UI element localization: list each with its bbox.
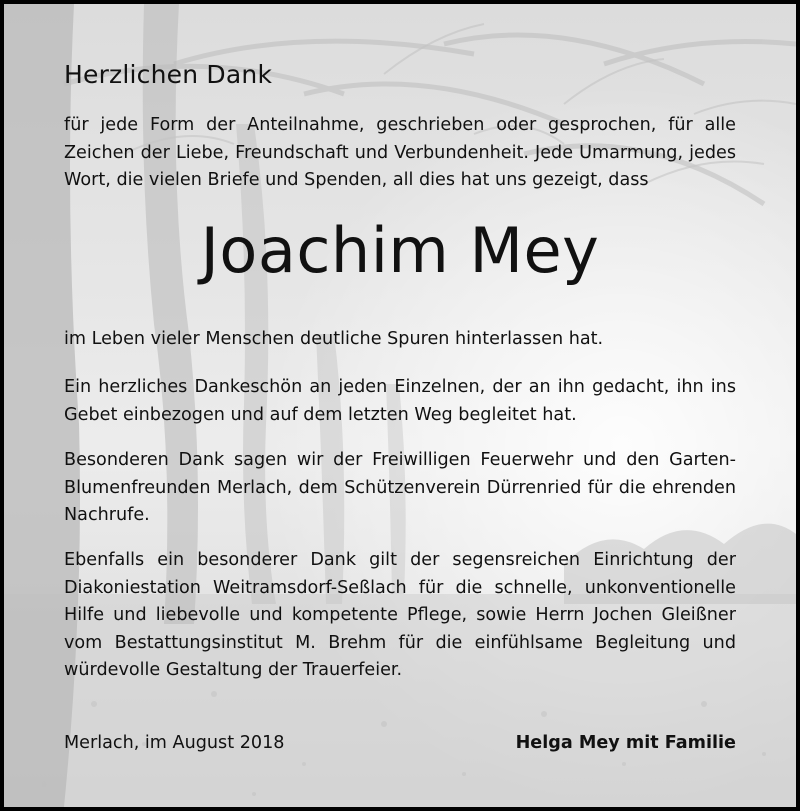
thanks-paragraph-2: Besonderen Dank sagen wir der Freiwilligen Feuerwehr und den Garten-Blumenfreunden Merlach, dem Schützenverein Dürrenried für die ehrenden Nachrufe.: [64, 450, 736, 525]
place-date: Merlach, im August 2018: [64, 733, 285, 753]
intro-paragraph: für jede Form der Anteilnahme, geschrieben oder gesprochen, für alle Zeichen der Liebe, Freundschaft und Verbundenheit. Jede Umarmung, jedes Wort, die vielen Briefe und Spenden, all dies hat uns gezeigt, dass: [64, 115, 736, 190]
after-name-paragraph: im Leben vieler Menschen deutliche Spuren hinterlassen hat.: [64, 329, 604, 349]
thanks-paragraph-1: Ein herzliches Dankeschön an jeden Einzelnen, der an ihn gedacht, ihn ins Gebet einbezogen und auf dem letzten Weg begleitet hat.: [64, 377, 736, 425]
thanks-paragraph-3: Ebenfalls ein besonderer Dank gilt der segensreichen Einrichtung der Diakoniestation Weitramsdorf-Seßlach für die schnelle, unkonventionelle Hilfe und liebevolle und kompetente Pflege, sowie Herrn Jochen Gleißner vom Bestattungsinstitut M. Brehm für die einfühlsame Begleitung und würdevolle Gestaltung der Trauerfeier.: [64, 550, 736, 680]
notice-heading: Herzlichen Dank: [64, 60, 273, 89]
deceased-name: Joachim Mey: [200, 214, 600, 287]
signature: Helga Mey mit Familie: [515, 733, 736, 753]
